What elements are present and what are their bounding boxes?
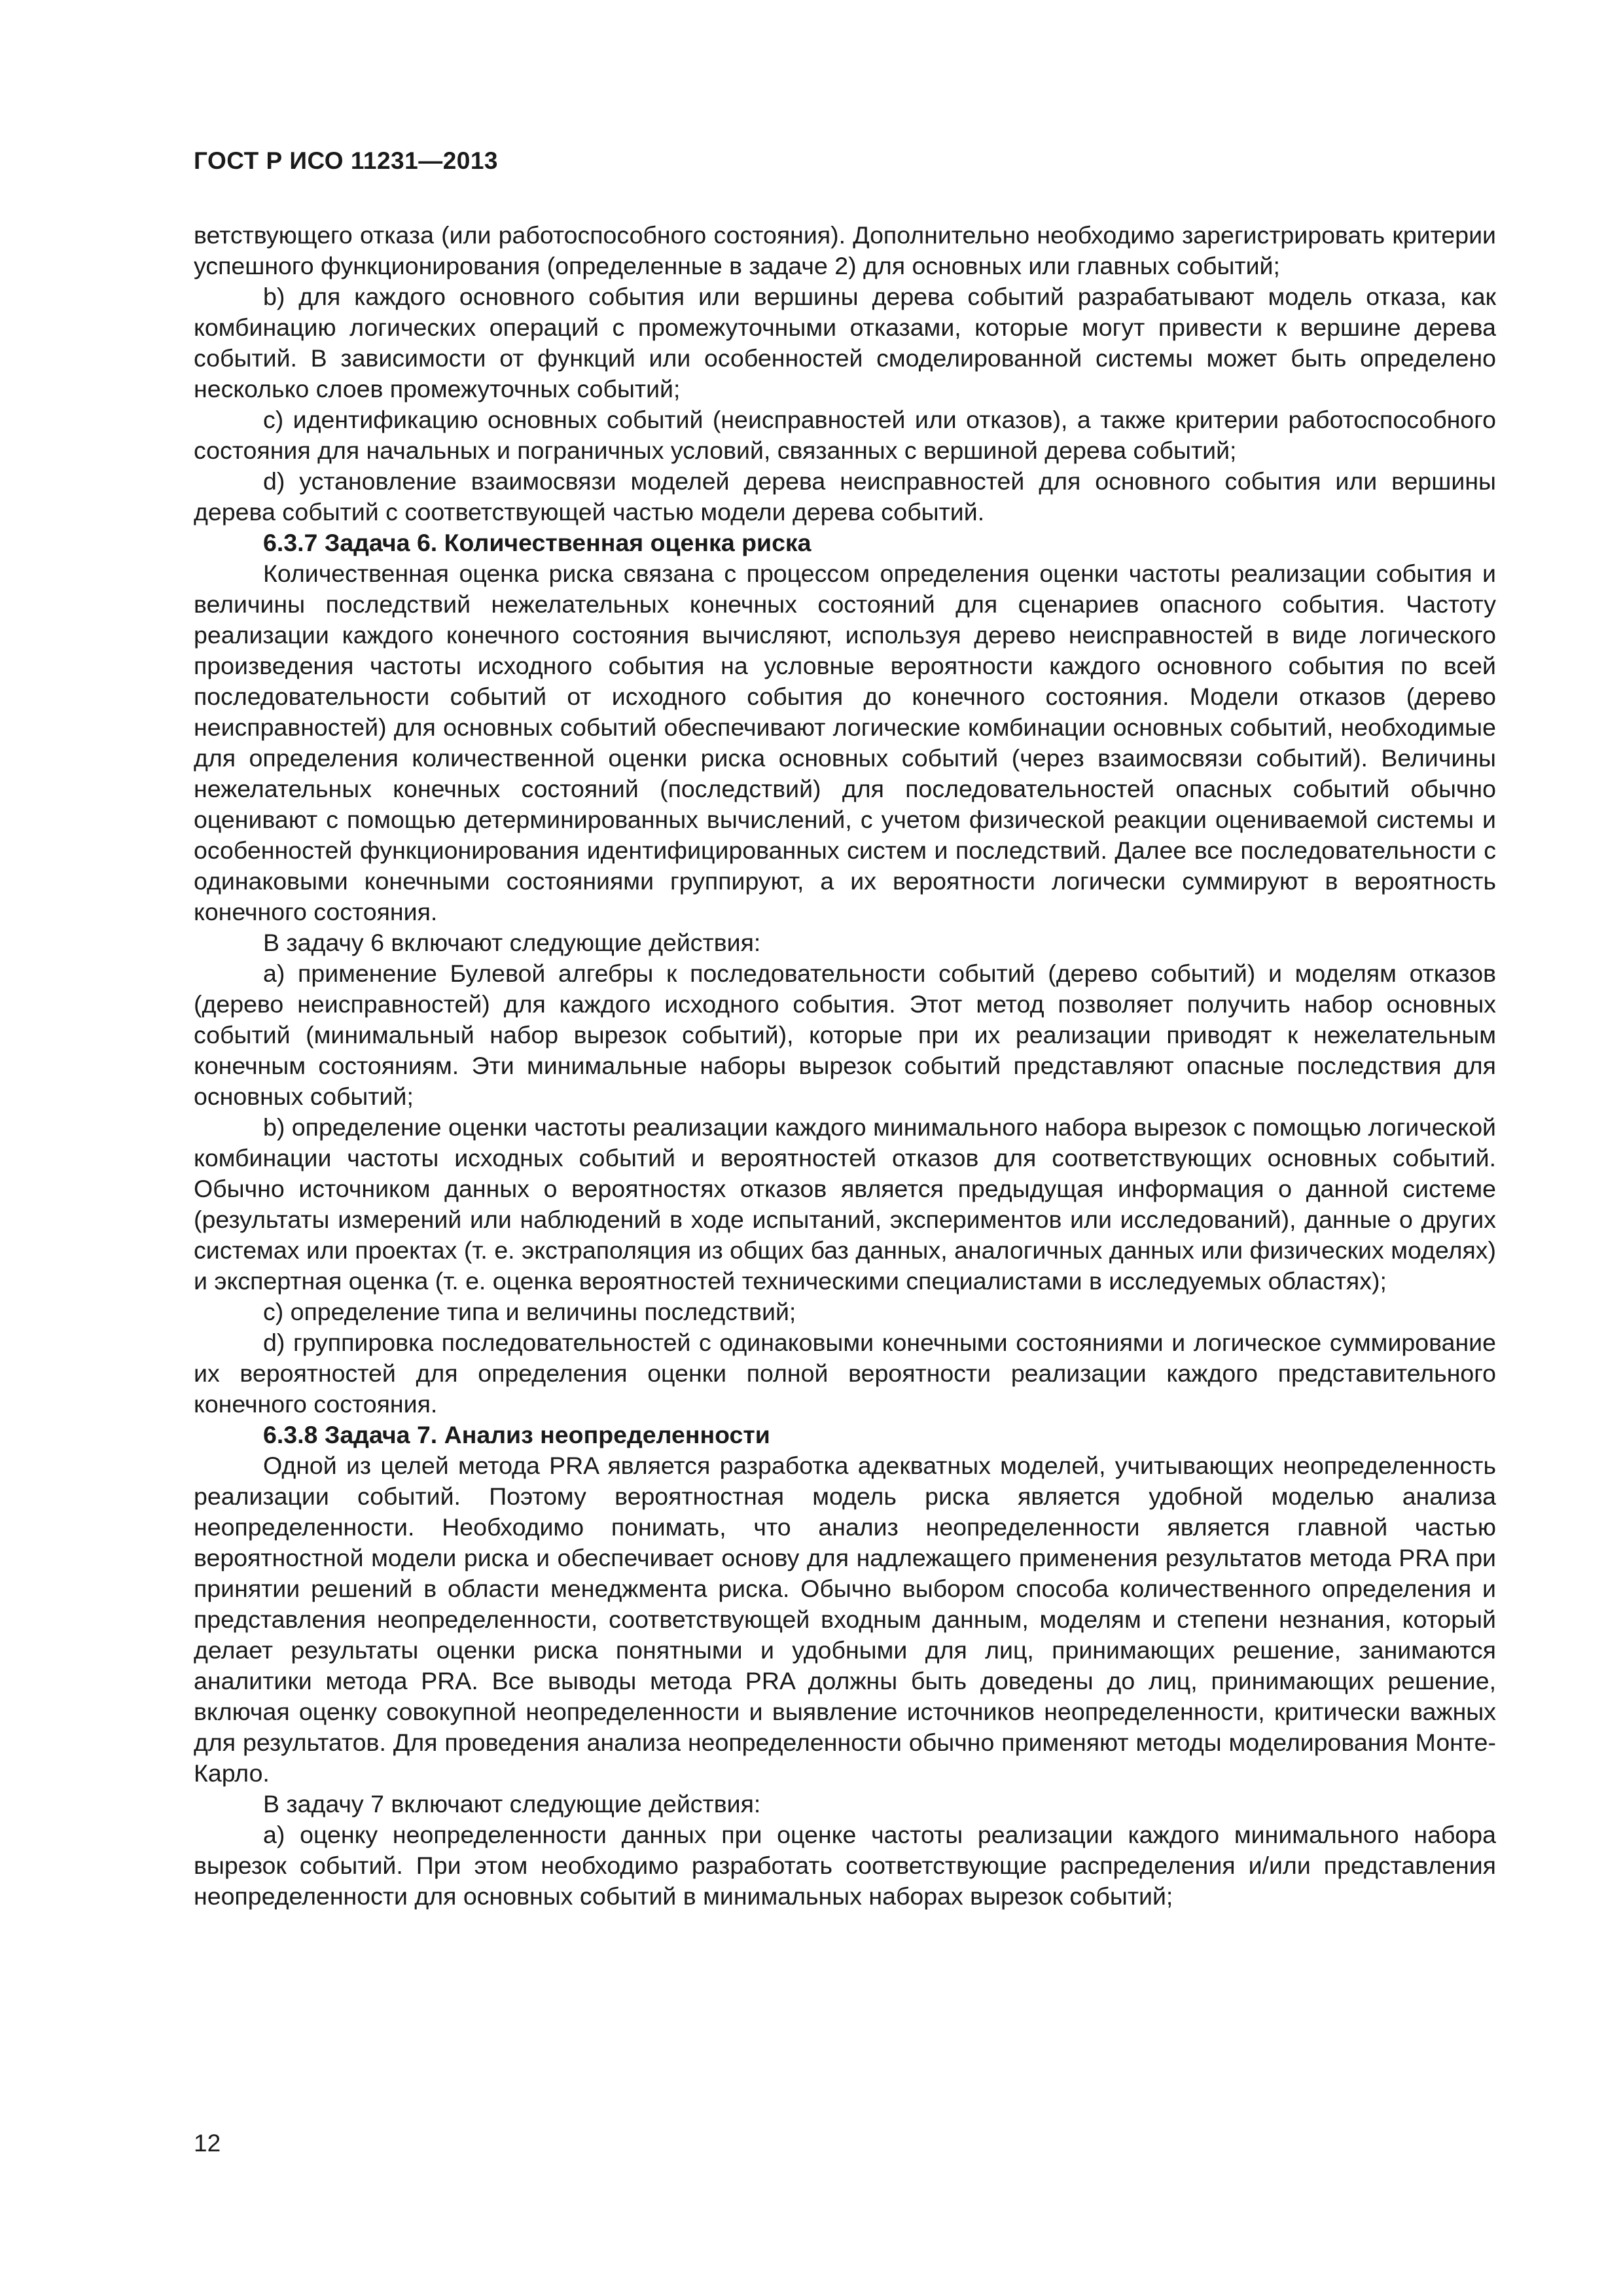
- paragraph: Одной из целей метода PRA является разработка адекватных моделей, учитывающих неопределенность реализации событий. Поэтому вероятностная модель риска является удобной моделью анализа неопределенности. Необходимо понимать, что анализ неопределенности является главной частью вероятностной модели риска и обеспечивает основу для надлежащего применения результатов метода PRA при принятии решений в области менеджмента риска. Обычно выбором способа количественного определения и представления неопределенности, соответствующей входным данным, моделям и степени незнания, который делает результаты оценки риска понятными и удобными для лиц, принимающих решение, занимаются аналитики метода PRA. Все выводы метода PRA должны быть доведены до лиц, принимающих решение, включая оценку совокупной неопределенности и выявление источников неопределенности, критически важных для результатов. Для проведения анализа неопределенности обычно применяют методы моделирования Монте-Карло.: [194, 1452, 1496, 1787]
- paragraph: Количественная оценка риска связана с процессом определения оценки частоты реализации события и величины последствий нежелательных конечных состояний для сценариев опасного события. Частоту реализации каждого конечного состояния вычисляют, используя дерево неисправностей в виде логического произведения частоты исходного события на условные вероятности каждого основного события по всей последовательности событий от исходного события до конечного состояния. Модели отказов (дерево неисправностей) для основных событий обеспечивают логические комбинации основных событий, необходимые для определения количественной оценки риска основных событий (через взаимосвязи событий). Величины нежелательных конечных состояний (последствий) для последовательностей опасных событий обычно оценивают с помощью детерминированных вычислений, с учетом физической реакции оцениваемой системы и особенностей функционирования идентифицированных систем и последствий. Далее все последовательности с одинаковыми конечными состояниями группируют, а их вероятности логически суммируют в вероятность конечного состояния.: [194, 560, 1496, 925]
- list-item-a: a) применение Булевой алгебры к последовательности событий (дерево событий) и моделям отказов (дерево неисправностей) для каждого исходного события. Этот метод позволяет получить набор основных событий (минимальный набор вырезок событий), которые при их реализации приводят к нежелательным конечным состояниям. Эти минимальные наборы вырезок событий представляют опасные последствия для основных событий;: [194, 960, 1496, 1110]
- list-item-d: d) группировка последовательностей с одинаковыми конечными состояниями и логическое суммирование их вероятностей для определения оценки полной вероятности реализации каждого представительного конечного состояния.: [194, 1329, 1496, 1418]
- list-item-d: d) установление взаимосвязи моделей дерева неисправностей для основного события или вершины дерева событий с соответствующей частью модели дерева событий.: [194, 467, 1496, 526]
- paragraph: В задачу 7 включают следующие действия:: [263, 1790, 761, 1818]
- document-body: [194, 220, 1496, 1912]
- list-item-b: b) определение оценки частоты реализации каждого минимального набора вырезок с помощью логической комбинации частоты исходных событий и вероятностей отказов для соответствующих основных событий. Обычно источником данных о вероятностях отказов является предыдущая информация о данной системе (результаты измерений или наблюдений в ходе испытаний, экспериментов или исследований), данные о других системах или проектах (т. е. экстраполяция из общих баз данных, аналогичных данных или физических моделях) и экспертная оценка (т. е. оценка вероятностей техническими специалистами в исследуемых областях);: [194, 1113, 1496, 1295]
- section-heading-6-3-8: 6.3.8 Задача 7. Анализ неопределенности: [263, 1421, 770, 1448]
- list-item-a: a) оценку неопределенности данных при оценке частоты реализации каждого минимального набора вырезок событий. При этом необходимо разработать соответствующие распределения и/или представления неопределенности для основных событий в минимальных наборах вырезок событий;: [194, 1821, 1496, 1910]
- paragraph: В задачу 6 включают следующие действия:: [263, 929, 761, 956]
- list-item-c: c) определение типа и величины последствий;: [263, 1298, 796, 1325]
- list-item-c: c) идентификацию основных событий (неисправностей или отказов), а также критерии работоспособного состояния для начальных и пограничных условий, связанных с вершиной дерева событий;: [194, 406, 1496, 464]
- document-header: ГОСТ Р ИСО 11231—2013: [194, 147, 499, 174]
- section-heading-6-3-7: 6.3.7 Задача 6. Количественная оценка риска: [263, 529, 812, 556]
- paragraph-continuation: ветствующего отказа (или работоспособного состояния). Дополнительно необходимо зарегистрировать критерии успешного функционирования (определенные в задаче 2) для основных или главных событий;: [194, 221, 1496, 279]
- page-number: 12: [194, 2130, 221, 2157]
- list-item-b: b) для каждого основного события или вершины дерева событий разрабатывают модель отказа, как комбинацию логических операций с промежуточными отказами, которые могут привести к вершине дерева событий. В зависимости от функций или особенностей смоделированной системы может быть определено несколько слоев промежуточных событий;: [194, 283, 1496, 403]
- document-page: [194, 145, 1496, 2109]
